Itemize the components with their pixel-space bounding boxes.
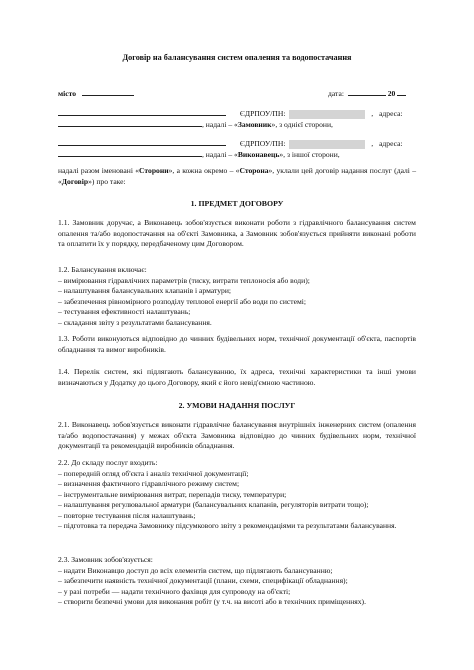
clause-2-3-lead: 2.3. Замовник зобов'язується:	[58, 555, 153, 564]
party1-role: Замовник	[237, 120, 272, 129]
party1-edrpou-value[interactable]	[289, 110, 365, 119]
list-item: – налаштування балансувальних клапанів і арматури;	[58, 286, 231, 295]
list-item: – налаштування регулювальної арматури (балансувальних клапанів, регуляторів витрати тощо);	[58, 500, 369, 509]
party1-line1: ЄДРПОУ/ПН: , адреса:	[58, 108, 403, 119]
party2-address-label: адреса:	[379, 139, 403, 148]
list-item: – складання звіту з результатами балансування.	[58, 317, 212, 327]
list-item: – попередній огляд об'єкта і аналіз технічної документації;	[58, 468, 249, 478]
list-item: – інструментальне вимірювання витрат, перепадів тиску, температури;	[58, 489, 287, 499]
list-item: – надати Виконавцю доступ до всіх елементів систем, що підлягають балансуванню;	[58, 565, 333, 575]
clause-1-2-lead: 1.2. Балансування включає:	[58, 265, 147, 274]
date-field[interactable]	[328, 88, 406, 98]
party1-name-blank[interactable]	[58, 108, 226, 116]
clause-2-2-lead: 2.2. До складу послуг входить:	[58, 458, 158, 467]
party2-name-blank[interactable]	[58, 138, 226, 146]
list-item: – визначення фактичного гідравлічного режиму систем;	[58, 479, 240, 488]
list-item: – вимірювання гідравлічних параметрів (тиску, витрати теплоносія або води);	[58, 275, 310, 285]
list-item: – повторне тестування після налаштувань;	[58, 510, 196, 520]
list-item: – забезпечення рівномірного розподілу теплової енергії або води по системі;	[58, 296, 306, 306]
party1-line2: , надалі – «Замовник», з однієї сторони,	[58, 119, 333, 129]
clause-1-3: 1.3. Роботи виконуються відповідно до чинних будівельних норм, технічної документації об'єкта, паспортів обладнання та вимог виробників.	[58, 334, 416, 354]
clause-1-4: 1.4. Перелік систем, які підлягають балансуванню, їх адреса, технічні характеристики та інші умови визначаються у Додатку до цього Договору, який є його невід'ємною частиною.	[58, 367, 416, 387]
date-label: дата:	[328, 89, 344, 98]
year-blank[interactable]	[397, 88, 406, 96]
party2-edrpou-value[interactable]	[289, 140, 365, 149]
document-title: Договір на балансування систем опалення та водопостачання	[122, 53, 352, 62]
party1-edrpou-label: ЄДРПОУ/ПН:	[239, 109, 286, 118]
city-blank[interactable]	[82, 88, 134, 96]
party2-line1: ЄДРПОУ/ПН: , адреса:	[58, 138, 403, 149]
clause-2-1: 2.1. Виконавець зобов'язується виконати гідравлічне балансування внутрішніх інженерних систем (опалення та/або водопостачання) у межах об'єкта Замовника відповідно до чинних будівельних норм, технічної документації та рекомендацій виробників обладнання.	[58, 420, 416, 450]
date-blank[interactable]	[348, 88, 386, 96]
list-item: – підготовка та передача Замовнику підсумкового звіту з рекомендаціями та результатами балансування.	[58, 521, 397, 530]
year-prefix: 20	[387, 89, 396, 98]
section2-heading: 2. УМОВИ НАДАННЯ ПОСЛУГ	[178, 401, 296, 410]
clause-1-1: 1.1. Замовник доручає, а Виконавець зобов'язується виконати роботи з гідравлічного балансування систем опалення та/або водопостачання на об'єкті Замовника, а Замовник зобов'язується прийняти виконані роботи та оплатити їх у порядку, передбаченому цим Договором.	[58, 218, 416, 248]
party1-address-blank[interactable]	[58, 119, 202, 127]
list-item: – тестування ефективності налаштувань;	[58, 307, 191, 316]
city-label: місто	[58, 89, 77, 98]
party2-line2: , надалі – «Виконавець», з іншої сторони,	[58, 149, 340, 159]
list-item: – створити безпечні умови для виконання робіт (у т.ч. на висоті або в технічних приміщеннях).	[58, 597, 366, 606]
section1-heading: 1. ПРЕДМЕТ ДОГОВОРУ	[190, 199, 284, 208]
party2-role: Виконавець	[237, 150, 280, 159]
clause-2-2	[58, 458, 416, 532]
party2-address-blank[interactable]	[58, 149, 202, 157]
list-item: – забезпечити наявність технічної документації (плани, схеми, специфікації обладнання);	[58, 576, 348, 585]
intro-paragraph: надалі разом іменовані «Сторони», а кожна окремо – «Сторона», уклали цей договір надання послуг (далі – «Договір») про таке:	[58, 166, 416, 186]
clause-1-2	[58, 265, 416, 328]
clause-2-3	[58, 555, 416, 608]
list-item: – у разі потреби — надати технічного фахівця для супроводу на об'єкті;	[58, 586, 291, 596]
party1-address-label: адреса:	[379, 109, 403, 118]
party2-edrpou-label: ЄДРПОУ/ПН:	[239, 139, 286, 148]
city-field[interactable]	[58, 88, 134, 98]
